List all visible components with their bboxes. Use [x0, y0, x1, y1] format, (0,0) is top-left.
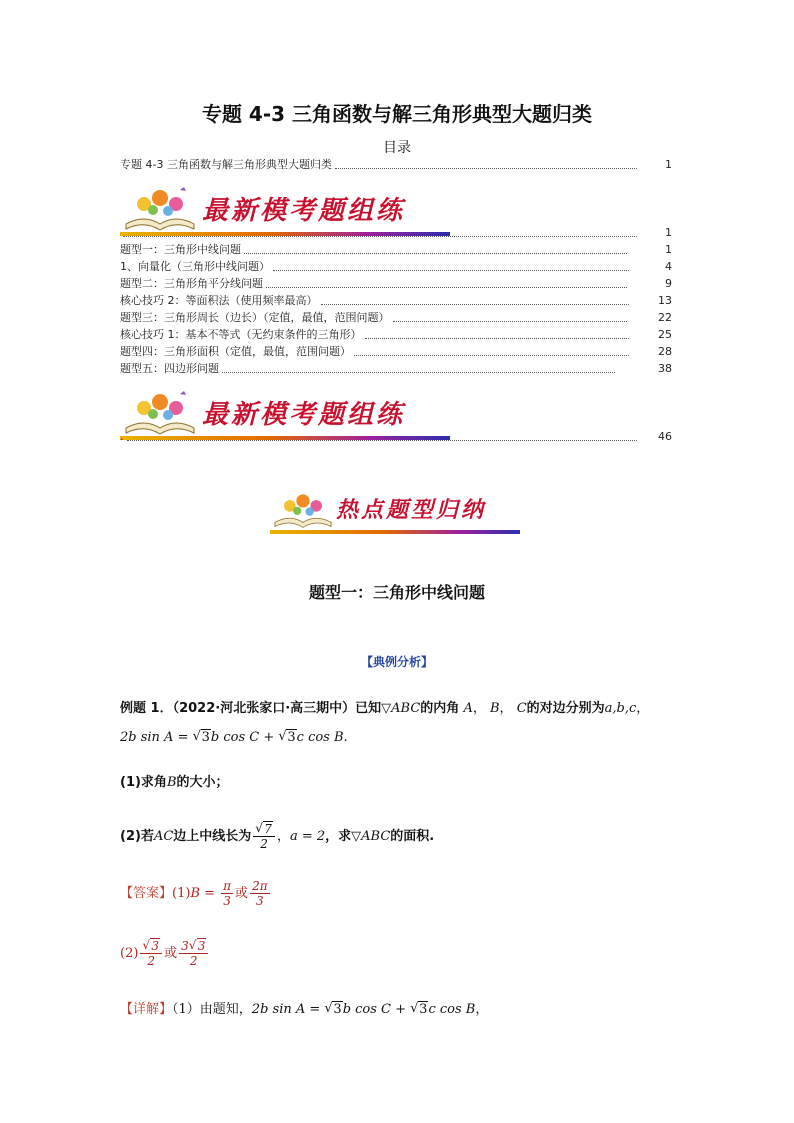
denominator: 3: [256, 894, 264, 908]
toc-entry[interactable]: [120, 157, 640, 171]
denominator: 2: [147, 954, 156, 968]
answer-tag: 【答案】: [120, 886, 173, 901]
toc-entry[interactable]: [120, 327, 632, 341]
toc-entry-page: 1: [665, 243, 672, 256]
detail-text: （1）由题知，: [172, 1002, 252, 1017]
detail-tag: 【详解】: [120, 1002, 173, 1017]
toc-entry[interactable]: [120, 242, 630, 256]
latest-exam-banner-text: 最新模考题组练: [202, 196, 406, 226]
toc-entry-page: 1: [665, 226, 672, 239]
example-label: 例题 1．: [120, 701, 173, 716]
answer-text: 或: [164, 946, 178, 961]
answer-var: B =: [190, 886, 220, 901]
answer-text: 或: [235, 886, 249, 901]
toc-leader: [354, 355, 629, 356]
banner-underline: [270, 530, 520, 534]
toc-leader: [266, 287, 627, 288]
toc-entry-label: 1、向量化（三角形中线问题）: [120, 260, 270, 273]
toc-entry[interactable]: [120, 225, 640, 239]
answer-fraction: [221, 879, 233, 908]
answer-text: (2): [120, 946, 139, 961]
radicand: 3: [419, 1002, 428, 1017]
toc-entry[interactable]: [120, 276, 630, 290]
toc-leader: [222, 372, 615, 373]
toc-entry-page: 9: [665, 277, 672, 290]
radicand: 3: [197, 939, 206, 953]
toc-entry-label: 题型一：三角形中线问题: [120, 243, 241, 256]
angle-c: C: [516, 701, 527, 716]
toc-entry-page: 46: [658, 430, 672, 443]
question-text: 的大小；: [176, 775, 229, 790]
numerator: π: [223, 879, 232, 893]
hot-types-banner-text: 热点题型归纳: [336, 497, 487, 523]
question-text: (2)若: [120, 829, 154, 844]
answer-part-1: [120, 877, 272, 911]
toc-entry[interactable]: [120, 259, 632, 273]
sqrt: [193, 729, 211, 747]
median-fraction: [253, 822, 275, 851]
toc-leader: [321, 304, 630, 305]
triangle-symbol: ▽ABC: [381, 701, 421, 716]
question-text: 的面积.: [390, 829, 435, 844]
example-analysis-label: 【典例分析】: [360, 655, 433, 669]
toc-entry-page: 38: [658, 362, 672, 375]
toc-entry[interactable]: [120, 310, 630, 324]
detail-line: [120, 1001, 488, 1019]
section-title: 题型一：三角形中线问题: [308, 583, 485, 602]
formula-part: 2b sin A =: [251, 1002, 325, 1017]
toc-leader: [393, 321, 628, 322]
triangle-symbol: ▽ABC: [351, 829, 391, 844]
formula-part: c cos B: [296, 730, 344, 745]
radicand: 3: [333, 1002, 342, 1017]
toc-leader: [244, 253, 627, 254]
answer-text: (1): [172, 886, 191, 901]
radicand: 3: [151, 939, 160, 953]
toc-entry-page: 25: [658, 328, 672, 341]
answer-fraction: [250, 879, 270, 908]
stem-text: 已知: [355, 701, 382, 716]
toc-entry-label: .: [120, 430, 124, 443]
example-source: （2022·河北张家口·高三期中）: [172, 701, 356, 716]
toc-leader: [123, 236, 637, 237]
question-var: B: [166, 775, 177, 790]
toc-entry[interactable]: [120, 361, 618, 375]
open-book-icon: [270, 488, 336, 532]
stem-text: 的对边分别为: [526, 701, 605, 716]
toc-entry-page: 13: [658, 294, 672, 307]
coefficient: 3: [181, 939, 189, 953]
formula-part: c cos B: [428, 1002, 476, 1017]
toc-entry-label: 题型二：三角形角平分线问题: [120, 277, 263, 290]
latest-exam-banner-text: 最新模考题组练: [202, 400, 406, 430]
sqrt: [278, 729, 296, 747]
sqrt: [324, 1001, 342, 1019]
question-2: (2)若AC边上中线长为 √ $\frac{7}{2}$ ，a = 2，求▽ABC的面积.: [120, 820, 434, 854]
radicand: 7: [264, 822, 272, 836]
detail-text: ，: [475, 1002, 489, 1017]
document-title: 专题 4-3 三角函数与解三角形典型大题归类: [201, 102, 593, 126]
example-stem: 例题 1．（2022·河北张家口·高三期中）已知▽ABC的内角 A， B， C的对边分别为a,b,c，: [120, 701, 650, 716]
hot-types-banner: [270, 488, 520, 534]
toc-entry[interactable]: [120, 429, 640, 443]
denominator: 3: [223, 894, 231, 908]
answer-part-2: [120, 937, 210, 971]
angle-a: A: [463, 701, 473, 716]
stem-text: 的内角: [420, 701, 460, 716]
toc-entry-label: 题型五：四边形问题: [120, 362, 219, 375]
formula-part: 2b sin A =: [120, 730, 193, 745]
toc-leader: [365, 338, 630, 339]
answer-fraction: [179, 939, 208, 968]
question-var: AC: [153, 829, 174, 844]
question-var: a = 2: [289, 829, 326, 844]
question-text: (1)求角: [120, 775, 167, 790]
example-condition: 2b sin A = √ 3b cos C + √ 3c cos B.: [120, 729, 348, 747]
toc-entry-page: 28: [658, 345, 672, 358]
answer-fraction: [140, 939, 162, 968]
sqrt: [410, 1001, 428, 1019]
toc-entry-page: 1: [665, 158, 672, 171]
toc-leader: [335, 168, 637, 169]
numerator: 2π: [252, 879, 268, 893]
toc-entry-label: 专题 4-3 三角函数与解三角形典型大题归类: [120, 158, 332, 171]
toc-leader: [127, 440, 638, 441]
toc-entry[interactable]: [120, 293, 632, 307]
toc-entry-label: 核心技巧 2：等面积法（使用频率最高）: [120, 294, 318, 307]
question-text: ，求: [325, 829, 352, 844]
question-1: [120, 774, 229, 792]
toc-entry-label: 题型四：三角形面积（定值，最值，范围问题）: [120, 345, 351, 358]
toc-entry-page: 22: [658, 311, 672, 324]
toc-heading: 目录: [383, 140, 411, 156]
toc-entry-label: 题型三：三角形周长（边长）（定值，最值，范围问题）: [120, 311, 390, 324]
toc-entry-page: 4: [665, 260, 672, 273]
toc-entry-label: 核心技巧 1：基本不等式（无约束条件的三角形）: [120, 328, 362, 341]
side-vars: a,b,c: [604, 701, 637, 716]
formula-part: b cos C +: [210, 730, 279, 745]
toc-leader: [273, 270, 629, 271]
radicand: 3: [201, 730, 210, 745]
toc-entry[interactable]: [120, 344, 632, 358]
radicand: 3: [287, 730, 296, 745]
denominator: 2: [189, 954, 198, 968]
question-text: 边上中线长为: [173, 829, 252, 844]
angle-b: B: [489, 701, 500, 716]
formula-part: b cos C +: [342, 1002, 411, 1017]
denominator: 2: [260, 837, 268, 851]
